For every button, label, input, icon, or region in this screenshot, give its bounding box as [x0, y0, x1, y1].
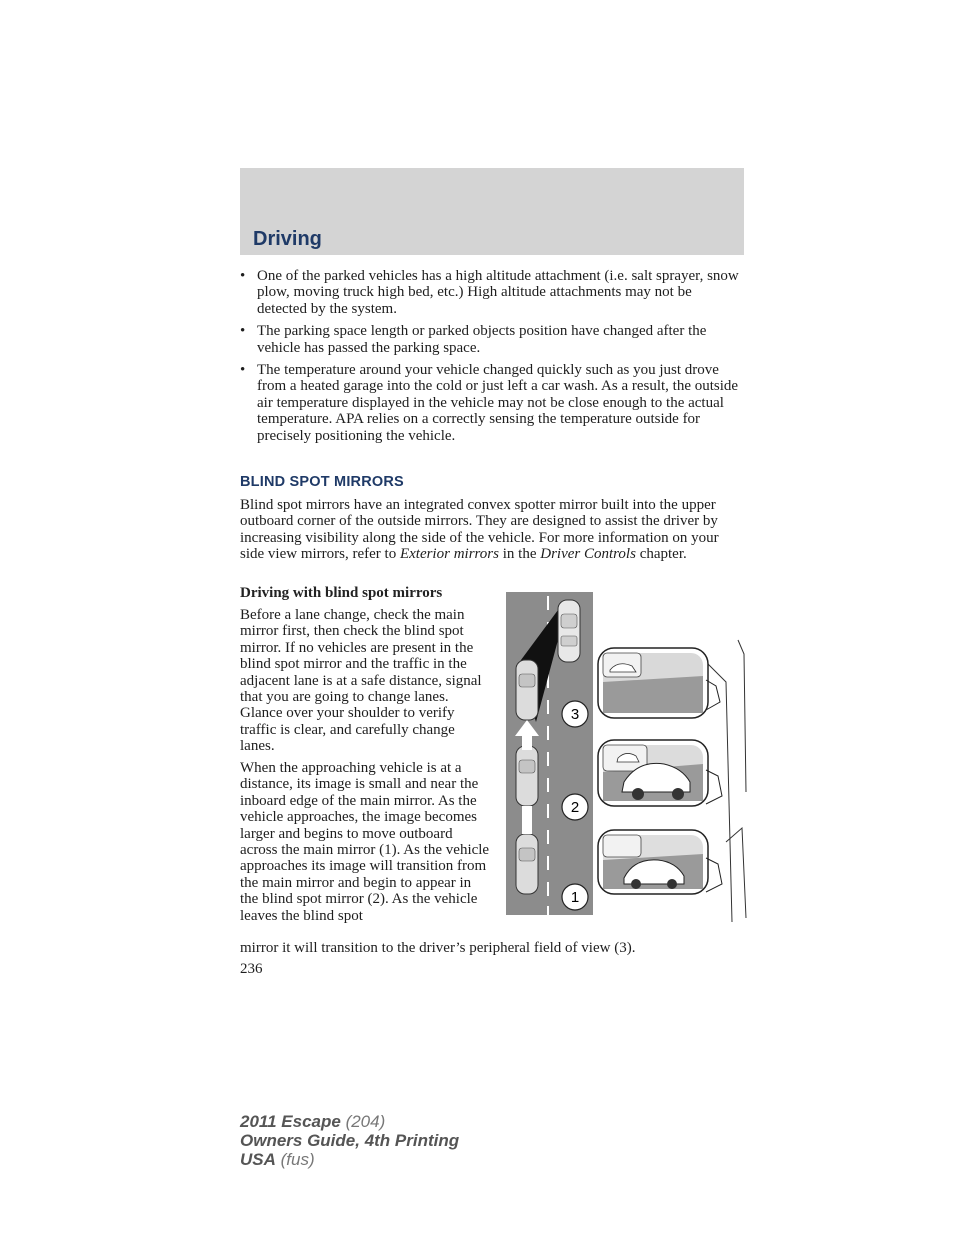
footer-model-line — [240, 1112, 459, 1131]
footer-region: USA — [240, 1150, 276, 1169]
section-header-band — [240, 168, 744, 255]
lane-change-paragraph: Before a lane change, check the main mirror first, then check the blind spot mirror. If no vehicles are present in the blind spot mirror and the traffic in the adjacent lane is at a safe distance, signal that you are going to change lanes. Glance over your shoulder to verify traffic is clear, and carefully change lanes. — [240, 607, 482, 755]
bullet-symbol: • — [240, 323, 246, 340]
footer-region-line — [240, 1150, 459, 1169]
approach-paragraph-tail: mirror it will transition to the driver’s peripheral field of view (3). — [240, 940, 636, 956]
list-item — [240, 268, 744, 317]
intro-text: Blind spot mirrors have an integrated convex spotter mirror built into the upper outboard corner of the outside mirrors. They are designed to assist the driver by increasing visibility along the side of the vehicle. For more information on your side view mirrors, refer to — [240, 497, 719, 563]
subheading: Driving with blind spot mirrors — [240, 585, 443, 601]
bullet-list — [240, 268, 744, 450]
bullet-text: The temperature around your vehicle changed quickly such as you just drove from a heated garage into the cold or just left a car wash. As a result, the outside air temperature displayed in the vehicle may not be close enough to the actual temperature. APA relies on a correctly sensing the temperature outside for precisely positioning the vehicle. — [257, 362, 739, 444]
mirror-1-view — [598, 828, 746, 918]
page-title: Driving — [253, 228, 322, 250]
footer — [240, 1112, 459, 1169]
driver-controls-reference: Driver Controls — [540, 546, 636, 563]
bullet-text: One of the parked vehicles has a high altitude attachment (i.e. salt sprayer, snow plow, moving truck high bed, etc.) High altitude attachments may not be detected by the system. — [257, 268, 739, 317]
intro-text: chapter. — [635, 546, 687, 563]
footer-guide: Owners Guide, 4th Printing — [240, 1131, 460, 1150]
blind-spot-mirror-illustration — [506, 592, 750, 922]
page-number: 236 — [240, 961, 263, 977]
position-2-label: 2 — [570, 799, 580, 816]
blind-spot-diagram-svg — [506, 592, 750, 922]
intro-text: in the — [498, 546, 541, 563]
bullet-text: The parking space length or parked objects position have changed after the vehicle has passed the parking space. — [257, 323, 707, 356]
section-heading: BLIND SPOT MIRRORS — [240, 474, 404, 490]
adjacent-car-3-icon — [516, 660, 538, 720]
bullet-symbol: • — [240, 268, 246, 284]
exterior-mirrors-reference: Exterior mirrors — [399, 546, 499, 563]
adjacent-car-2-icon — [516, 746, 538, 806]
mirror-2-view — [598, 740, 722, 806]
position-3-label: 3 — [570, 706, 580, 723]
footer-guide-line — [240, 1131, 459, 1150]
intro-paragraph — [240, 497, 744, 563]
footer-model: 2011 Escape — [240, 1112, 341, 1131]
adjacent-car-1-icon — [516, 834, 538, 894]
list-item — [240, 362, 744, 444]
bullet-symbol: • — [240, 362, 246, 379]
driver-car-icon — [558, 600, 580, 662]
footer-region-code: (fus) — [280, 1150, 315, 1169]
list-item — [240, 323, 744, 356]
position-1-label: 1 — [570, 889, 580, 906]
footer-model-code: (204) — [345, 1112, 386, 1131]
approach-paragraph: When the approaching vehicle is at a distance, its image is small and near the inboard edge of the main mirror. As the vehicle approaches, the image becomes larger and begins to move outboard across the main mirror (1). As the vehicle approaches its image will transition from the main mirror and begin to appear in the blind spot mirror (2). As the vehicle leaves the blind spot — [240, 760, 490, 924]
